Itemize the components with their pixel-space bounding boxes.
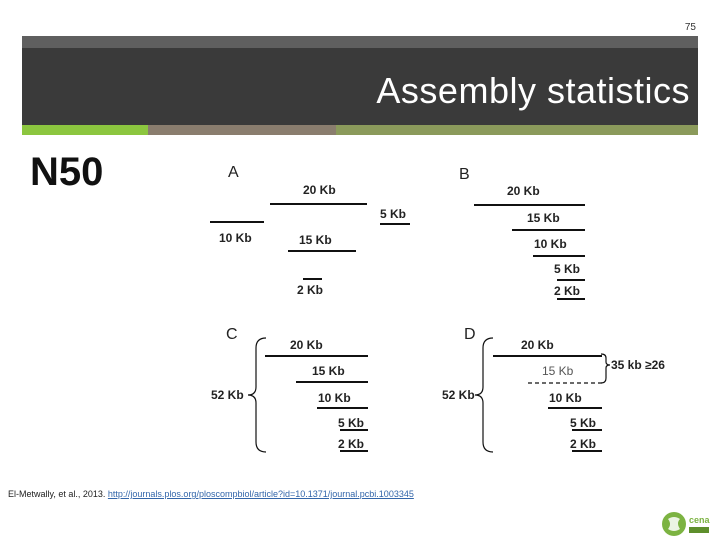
contig-label: 5 Kb bbox=[338, 416, 365, 430]
citation-link[interactable]: http://journals.plos.org/ploscompbiol/article?id=10.1371/journal.pcbi.1003345 bbox=[107, 489, 414, 499]
slide-title: Assembly statistics bbox=[376, 70, 690, 111]
panel-a bbox=[210, 164, 410, 297]
brace bbox=[248, 338, 266, 452]
contig-label: 5 Kb bbox=[570, 416, 597, 430]
contig-label: 15 Kb bbox=[299, 233, 332, 247]
contig-label: 2 Kb bbox=[338, 437, 365, 451]
contig-label: 20 Kb bbox=[521, 338, 554, 352]
contig-label: 15 Kb bbox=[312, 364, 345, 378]
citation-text: El-Metwally, et al., 2013. bbox=[8, 489, 106, 499]
citation bbox=[8, 489, 414, 499]
total-label: 52 Kb bbox=[211, 388, 244, 402]
slide-subtitle: N50 bbox=[30, 150, 104, 194]
contig-label: 10 Kb bbox=[318, 391, 351, 405]
panel-b-label: B bbox=[459, 166, 470, 183]
contig-label: 5 Kb bbox=[554, 262, 581, 276]
contig-label: 2 Kb bbox=[554, 284, 581, 298]
half-sum-label: 35 kb ≥26 bbox=[611, 358, 665, 372]
panel-c-label: C bbox=[226, 326, 238, 343]
contig-label: 20 Kb bbox=[507, 184, 540, 198]
page-number: 75 bbox=[684, 22, 696, 33]
contig-label: 5 Kb bbox=[380, 207, 407, 221]
half-brace bbox=[601, 354, 610, 383]
contig-label: 15 Kb bbox=[527, 211, 560, 225]
contig-label: 20 Kb bbox=[290, 338, 323, 352]
logo-text: cena bbox=[689, 515, 710, 525]
contig-label: 15 Kb bbox=[542, 364, 574, 378]
panel-b bbox=[459, 166, 585, 299]
contig-label: 10 Kb bbox=[534, 237, 567, 251]
contig-label: 10 Kb bbox=[549, 391, 582, 405]
total-label: 52 Kb bbox=[442, 388, 475, 402]
contig-label: 2 Kb bbox=[570, 437, 597, 451]
logo-bar bbox=[689, 527, 709, 533]
cena-logo bbox=[660, 509, 715, 539]
panel-d bbox=[442, 326, 665, 452]
contig-label: 10 Kb bbox=[219, 231, 252, 245]
contig-label: 20 Kb bbox=[303, 183, 336, 197]
panel-c bbox=[211, 326, 368, 452]
panel-d-label: D bbox=[464, 326, 476, 343]
brace bbox=[475, 338, 493, 452]
contig-label: 2 Kb bbox=[297, 283, 324, 297]
panel-a-label: A bbox=[228, 164, 239, 181]
